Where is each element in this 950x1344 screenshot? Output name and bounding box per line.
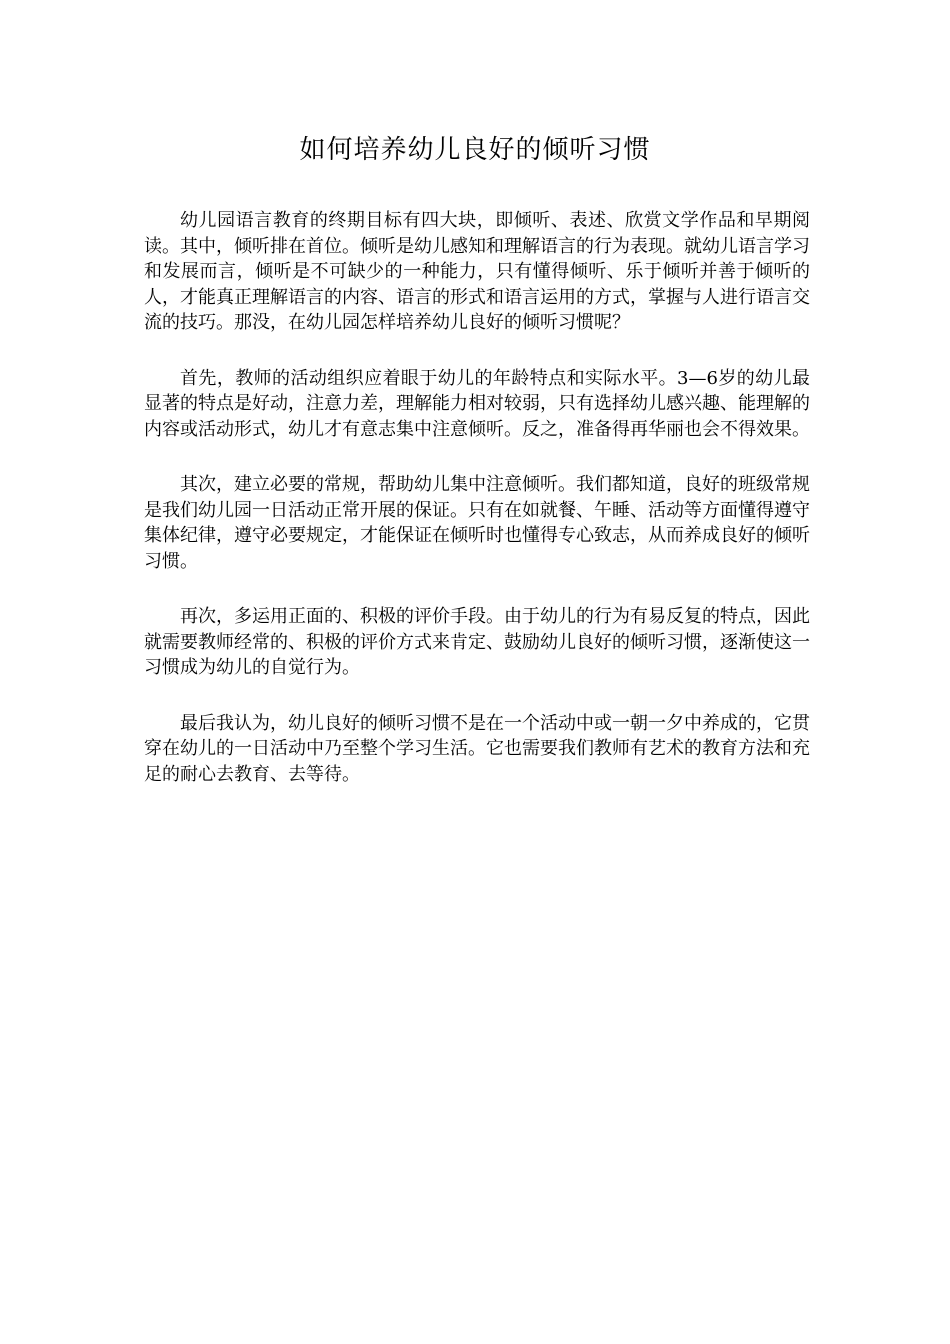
paragraph-third: 再次，多运用正面的、积极的评价手段。由于幼儿的行为有易反复的特点，因此就需要教师经常的、积极的评价方式来肯定、鼓励幼儿良好的倾听习惯，逐渐使这一习惯成为幼儿的自觉行为。: [144, 606, 810, 678]
paragraph-intro: 幼儿园语言教育的终期目标有四大块，即倾听、表述、欣赏文学作品和早期阅读。其中，倾听排在首位。倾听是幼儿感知和理解语言的行为表现。就幼儿语言学习和发展而言，倾听是不可缺少的一种能力，只有懂得倾听、乐于倾听并善于倾听的人，才能真正理解语言的内容、语言的形式和语言运用的方式，掌握与人进行语言交流的技巧。那没，在幼儿园怎样培养幼儿良好的倾听习惯呢？: [144, 210, 810, 333]
document-body: [144, 208, 810, 817]
document-title: 如何培养幼儿良好的倾听习惯: [299, 135, 651, 165]
paragraph-conclusion: 最后我认为，幼儿良好的倾听习惯不是在一个活动中或一朝一夕中养成的，它贯穿在幼儿的一日活动中乃至整个学习生活。它也需要我们教师有艺术的教育方法和充足的耐心去教育、去等待。: [144, 712, 810, 785]
paragraph-second: 其次，建立必要的常规，帮助幼儿集中注意倾听。我们都知道，良好的班级常规是我们幼儿园一日活动正常开展的保证。只有在如就餐、午睡、活动等方面懂得遵守集体纪律，遵守必要规定，才能保证在倾听时也懂得专心致志，从而养成良好的倾听习惯。: [144, 474, 810, 572]
paragraph-first: 首先，教师的活动组织应着眼于幼儿的年龄特点和实际水平。3—6岁的幼儿最显著的特点是好动，注意力差，理解能力相对较弱，只有选择幼儿感兴趣、能理解的内容或活动形式，幼儿才有意志集中注意倾听。反之，准备得再华丽也会不得效果。: [144, 367, 810, 440]
